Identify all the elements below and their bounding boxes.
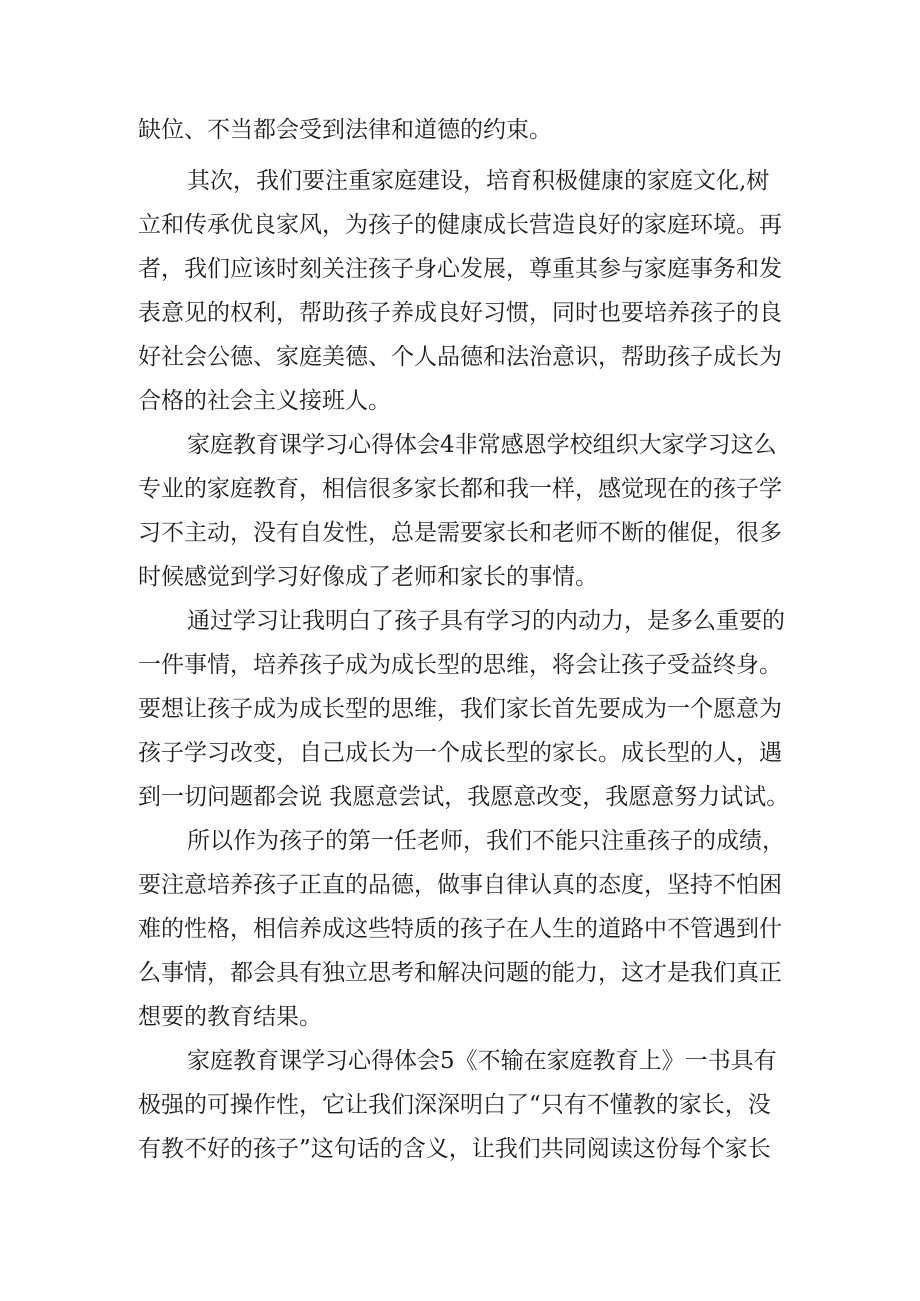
paragraph-line: 者，我们应该时刻关注孩子身心发展，尊重其参与家庭事务和发 (138, 256, 782, 282)
paragraph-line: 家庭教育课学习心得体会4非常感恩学校组织大家学习这么 (187, 432, 777, 458)
paragraph-line: 好社会公德、家庭美德、个人品德和法治意识，帮助孩子成长为 (138, 344, 782, 370)
paragraph-line: 到一切问题都会说 我愿意尝试，我愿意改变，我愿意努力试试。 (138, 784, 790, 810)
paragraph-line: 合格的社会主义接班人。 (138, 388, 391, 414)
paragraph-line: 习不主动，没有自发性，总是需要家长和老师不断的催促，很多 (138, 520, 782, 546)
paragraph-line: 要想让孩子成为成长型的思维，我们家长首先要成为一个愿意为 (138, 696, 782, 722)
paragraph-line: 孩子学习改变，自己成长为一个成长型的家长。成长型的人，遇 (138, 740, 782, 766)
paragraph-line: 想要的教育结果。 (138, 1004, 322, 1030)
paragraph-line: 要注意培养孩子正直的品德，做事自律认真的态度，坚持不怕困 (138, 872, 782, 898)
paragraph-line: 么事情，都会具有独立思考和解决问题的能力，这才是我们真正 (138, 960, 782, 986)
paragraph-line: 缺位、不当都会受到法律和道德的约束。 (138, 117, 552, 143)
paragraph-line: 极强的可操作性，它让我们深深明白了“只有不懂教的家长，没 (138, 1092, 771, 1118)
paragraph-line: 表意见的权利，帮助孩子养成良好习惯，同时也要培养孩子的良 (138, 300, 782, 326)
paragraph-line: 通过学习让我明白了孩子具有学习的内动力，是多么重要的 (187, 608, 785, 634)
paragraph-line: 时候感觉到学习好像成了老师和家长的事情。 (138, 564, 598, 590)
paragraph-line: 其次，我们要注重家庭建设，培育积极健康的家庭文化,树 (187, 168, 770, 194)
paragraph-line: 专业的家庭教育，相信很多家长都和我一样，感觉现在的孩子学 (138, 476, 782, 502)
paragraph-line: 一件事情，培养孩子成为成长型的思维，将会让孩子受益终身。 (138, 652, 782, 678)
paragraph-line: 难的性格，相信养成这些特质的孩子在人生的道路中不管遇到什 (138, 916, 782, 942)
paragraph-line: 有教不好的孩子”这句话的含义，让我们共同阅读这份每个家长 (138, 1136, 771, 1162)
paragraph-line: 家庭教育课学习心得体会5《不输在家庭教育上》一书具有 (187, 1048, 777, 1074)
paragraph-line: 立和传承优良家风，为孩子的健康成长营造良好的家庭环境。再 (138, 212, 782, 238)
paragraph-line: 所以作为孩子的第一任老师，我们不能只注重孩子的成绩， (187, 828, 785, 854)
